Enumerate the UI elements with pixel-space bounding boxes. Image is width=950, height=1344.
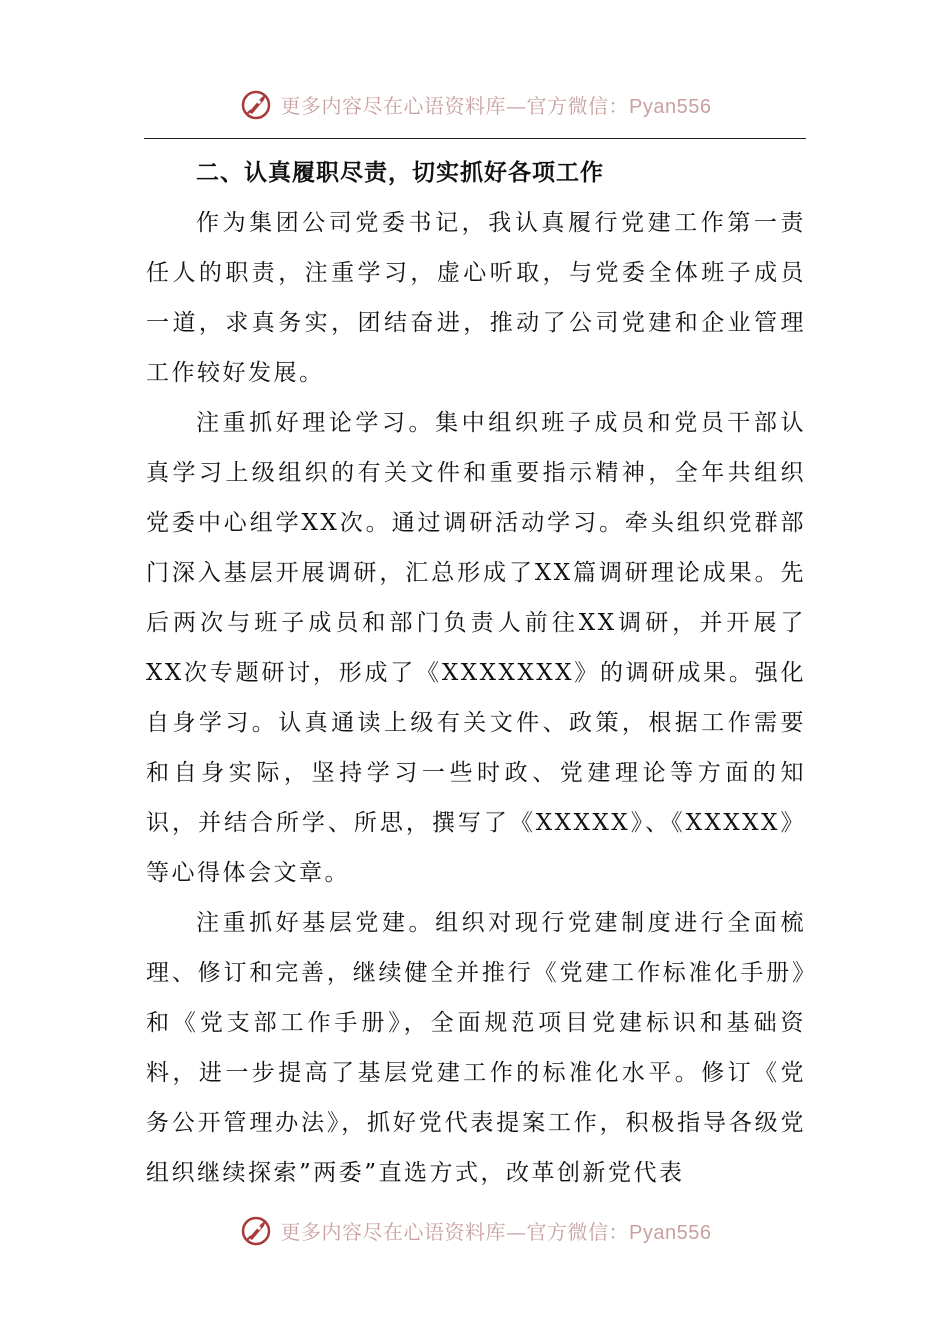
watermark-banner-top xyxy=(0,82,950,126)
watermark-text: 更多内容尽在心语资料库—官方微信：Pyan556 xyxy=(280,1219,712,1244)
paragraph-grassroots: 注重抓好基层党建。组织对现行党建制度进行全面梳理、修订和完善，继续健全并推行《党建工作标准化手册》和《党支部工作手册》，全面规范项目党建标识和基础资料，进一步提高了基层党建工作的标准化水平。修订《党务公开管理办法》，抓好党代表提案工作，积极指导各级党组织继续探索”两委”直选方式，改革创新党代表 xyxy=(146,910,806,1186)
pen-nib-circle-icon xyxy=(239,86,275,122)
watermark-text: 更多内容尽在心语资料库—官方微信：Pyan556 xyxy=(280,93,712,118)
document-body xyxy=(146,148,806,1198)
pen-nib-circle-icon xyxy=(239,1212,275,1248)
watermark-wechat-id: Pyan556 xyxy=(629,95,712,118)
watermark-wechat-id: Pyan556 xyxy=(629,1221,712,1244)
header-divider xyxy=(144,138,806,139)
section-heading: 二、认真履职尽责，切实抓好各项工作 xyxy=(196,160,604,186)
watermark-banner-bottom xyxy=(0,1208,950,1252)
paragraph-duty: 作为集团公司党委书记，我认真履行党建工作第一责任人的职责，注重学习，虚心听取，与党委全体班子成员一道，求真务实，团结奋进，推动了公司党建和企业管理工作较好发展。 xyxy=(146,210,806,386)
paragraph-theory-study: 注重抓好理论学习。集中组织班子成员和党员干部认真学习上级组织的有关文件和重要指示精神，全年共组织党委中心组学XX次。通过调研活动学习。牵头组织党群部门深入基层开展调研，汇总形成了XX篇调研理论成果。先后两次与班子成员和部门负责人前往XX调研，并开展了XX次专题研讨，形成了《XXXXXXX》的调研成果。强化自身学习。认真通读上级有关文件、政策，根据工作需要和自身实际，坚持学习一些时政、党建理论等方面的知识，并结合所学、所思，撰写了《XXXXX》、《XXXXX》等心得体会文章。 xyxy=(146,410,806,886)
